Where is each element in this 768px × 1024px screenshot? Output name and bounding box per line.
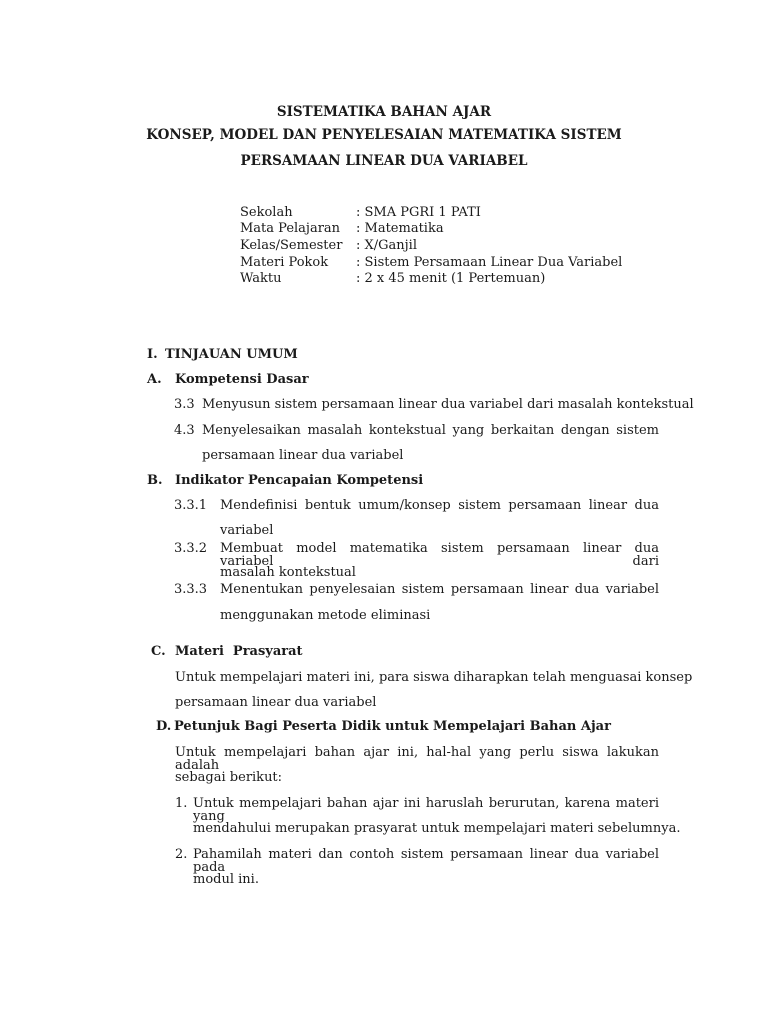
info-value-materi: : Sistem Persamaan Linear Dua Variabel [356,255,623,270]
info-value-mapel: : Matematika [356,221,444,236]
sectionD-intro-line1: Untuk mempelajari bahan ajar ini, hal-hal yang perlu siswa lakukan adalah [175,745,659,773]
kd-3-3-text: Menyusun sistem persamaan linear dua variabel dari masalah kontekstual [202,397,694,412]
sectionD-letter: D. [156,719,172,734]
kd-4-3-line2: persamaan linear dua variabel [202,448,404,463]
info-label-kelas: Kelas/Semester [240,238,343,253]
sectionB-letter: B. [147,473,163,488]
petunjuk-1-line1: Untuk mempelajari bahan ajar ini haruslah berurutan, karena materi yang [193,796,659,824]
info-value-kelas: : X/Ganjil [356,238,418,253]
kd-4-3-number: 4.3 [174,423,195,438]
kd-3-3-number: 3.3 [174,397,195,412]
ipk-3-3-2-line2: masalah kontekstual [220,565,356,580]
petunjuk-2-line2: modul ini. [193,872,259,887]
doc-title-line2: KONSEP, MODEL DAN PENYELESAIAN MATEMATIKA SISTEM [146,127,622,143]
section1-number: I. [147,347,158,362]
sectionC-text-line1: Untuk mempelajari materi ini, para siswa diharapkan telah menguasai konsep [175,670,693,685]
info-value-waktu: : 2 x 45 menit (1 Pertemuan) [356,271,546,286]
petunjuk-1-number: 1. [175,796,188,811]
ipk-3-3-3-line1: Menentukan penyelesaian sistem persamaan linear dua variabel [220,582,659,597]
sectionD-intro-line2: sebagai berikut: [175,770,283,785]
petunjuk-2-number: 2. [175,847,188,862]
sectionB-title: Indikator Pencapaian Kompetensi [175,473,424,488]
info-label-mapel: Mata Pelajaran [240,221,341,236]
info-value-sekolah: : SMA PGRI 1 PATI [356,205,481,220]
sectionA-letter: A. [147,372,162,387]
info-label-waktu: Waktu [240,271,282,286]
petunjuk-1-line2: mendahului merupakan prasyarat untuk mempelajari materi sebelumnya. [193,821,681,836]
petunjuk-2-line1: Pahamilah materi dan contoh sistem persamaan linear dua variabel pada [193,847,659,875]
ipk-3-3-3-number: 3.3.3 [174,582,208,597]
info-label-materi: Materi Pokok [240,255,329,270]
ipk-3-3-3-line2: menggunakan metode eliminasi [220,608,431,623]
section1-title: TINJAUAN UMUM [165,347,298,362]
ipk-3-3-1-number: 3.3.1 [174,498,208,513]
doc-title-line1: SISTEMATIKA BAHAN AJAR [276,104,492,120]
ipk-3-3-2-number: 3.3.2 [174,541,208,556]
sectionD-title: Petunjuk Bagi Peserta Didik untuk Mempelajari Bahan Ajar [174,719,611,734]
ipk-3-3-1-line2: variabel [220,523,274,538]
kd-4-3-line1: Menyelesaikan masalah kontekstual yang berkaitan dengan sistem [202,423,659,438]
sectionC-text-line2: persamaan linear dua variabel [175,695,377,710]
info-label-sekolah: Sekolah [240,205,293,220]
sectionA-title: Kompetensi Dasar [175,372,309,387]
doc-title-line3: PERSAMAAN LINEAR DUA VARIABEL [240,153,528,169]
sectionC-title: Materi Prasyarat [175,644,303,659]
ipk-3-3-2-line1: Membuat model matematika sistem persamaan linear dua variabel dari [220,541,659,569]
ipk-3-3-1-line1: Mendefinisi bentuk umum/konsep sistem persamaan linear dua [220,498,659,513]
sectionC-letter: C. [151,644,166,659]
